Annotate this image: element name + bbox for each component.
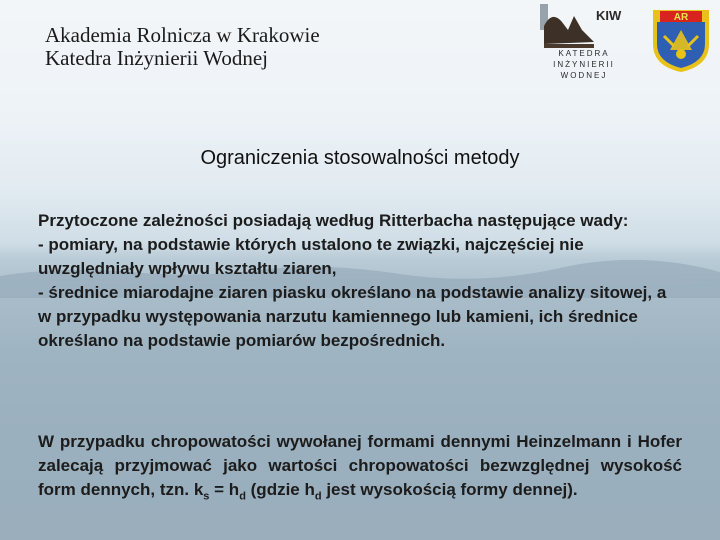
intro-line: Przytoczone zależności posiadają według Ritterbacha następujące wady:	[38, 211, 629, 230]
university-name: Akademia Rolnicza w Krakowie	[45, 23, 320, 47]
kiw-logo	[538, 4, 630, 82]
institution-header	[45, 24, 320, 70]
limitation-item: - średnice miarodajne ziaren piasku określano na podstawie analizy sitowej, a w przypadku występowania narzutu kamiennego lub kamieni, ich średnice określano na podstawie pomiarów bezpośrednich.	[38, 283, 667, 350]
ar-university-emblem	[650, 6, 712, 74]
svg-text:INŻYNIERII: INŻYNIERII	[553, 60, 615, 69]
department-name: Katedra Inżynierii Wodnej	[45, 46, 269, 70]
limitation-item: - pomiary, na podstawie których ustalono te związki, najczęściej nie uwzględniały wpływu kształtu ziaren,	[38, 235, 584, 278]
roughness-paragraph: W przypadku chropowatości wywołanej formami dennymi Heinzelmann i Hofer zalecają przyjmować jako wartości chropowatości bezwzględnej wysokość form dennych, tzn. $k_s = h_d$ (gdzie $h_d$ jest wysokością formy dennej).	[38, 432, 682, 503]
kiw-logo-text: KIW	[596, 8, 622, 23]
svg-text:KATEDRA: KATEDRA	[558, 49, 610, 58]
ar-emblem-text: AR	[673, 12, 689, 23]
slide-title: Ograniczenia stosowalności metody	[200, 147, 520, 169]
svg-text:WODNEJ: WODNEJ	[560, 71, 608, 80]
limitations-paragraph	[38, 209, 682, 353]
